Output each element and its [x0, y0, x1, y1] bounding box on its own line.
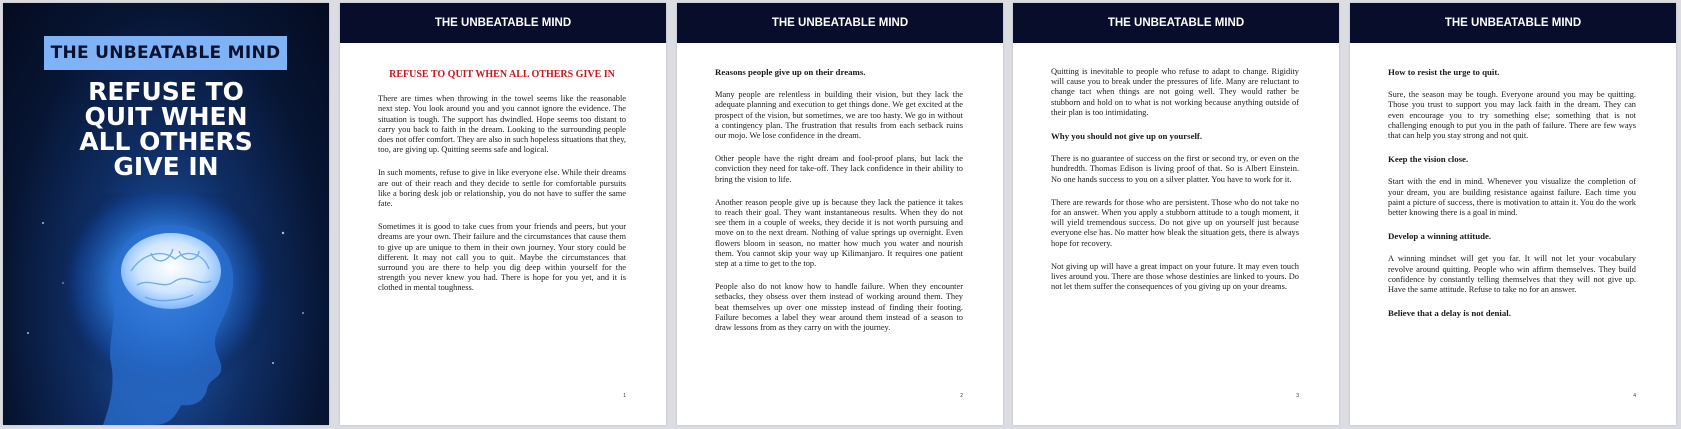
section-heading: Develop a winning attitude. — [1388, 231, 1492, 242]
paragraph: Quitting is inevitable to people who refuse to adapt to change. Rigidity will cause you to break under the pressures of life. Many are reluctant to change tact when things are not going well. They would rather be stubborn and hold on to what is not working because anything outside of their plan is too intimidating. — [1051, 67, 1299, 117]
book-page-1[interactable] — [340, 3, 666, 425]
page-number: 4 — [1633, 393, 1636, 399]
page-header: THE UNBEATABLE MIND — [677, 3, 1003, 43]
paragraph: In such moments, refuse to give in like everyone else. While their dreams are out of their reach and they decide to settle for comfortable pursuits like a boring desk job or relationship, you do not have to suffer the same fate. — [378, 168, 626, 209]
section-heading: How to resist the urge to quit. — [1388, 67, 1500, 77]
page-header: THE UNBEATABLE MIND — [340, 3, 666, 43]
book-page-4[interactable] — [1350, 3, 1676, 425]
paragraph: Many people are relentless in building their vision, but they lack the adequate planning and execution to get things done. We get excited at the prospect of the vision, but sometimes, we are too hasty. We go in without a contingency plan. The frustration that results from each setback ruins our mojo. We lose confidence in the dream. — [715, 90, 963, 141]
page-number: 1 — [623, 393, 626, 399]
cover-title-line: REFUSE TO — [88, 77, 244, 106]
cover-title-line: ALL OTHERS — [79, 127, 253, 156]
paragraph: Not giving up will have a great impact on your future. It may even touch lives around you. There are those whose destinies are linked to yours. Do not let them suffer the consequences of you giving up on your dreams. — [1051, 261, 1299, 292]
paragraph: Start with the end in mind. Whenever you visualize the completion of your dream, you are building resistance against failure. Each time you paint a picture of success, there is motivation to attain it. You do the work better knowing there is a goal in mind. — [1388, 177, 1636, 218]
paragraph: There are times when throwing in the towel seems like the reasonable next step. You look around you and you cannot ignore the evidence. The situation is tough. The support has dwindled. Hope seems too distant to carry you back to faith in the dream. Looking to the surrounding people does not offer comfort. They are also in such hopeless situations that they, too, are giving up. Quitting seems safe and logical. — [378, 94, 627, 155]
paragraph: There is no guarantee of success on the first or second try, or even on the hundredth. Thomas Edison is living proof of that. So is Albert Einstein. No one hands success to you on a silver platter. You have to work for it. — [1051, 154, 1299, 184]
paragraph: Sometimes it is good to take cues from your friends and peers, but your dreams are your own. Their failure and the circumstances that cause them to give up are unique to them in their own journey. Your story could be different. It may not call you to quit. Maybe the circumstances that surround you are there to help you dig deep within yourself for the strength you never knew you had. There is hope for you yet, and it is clothed in mental toughness. — [378, 222, 626, 293]
paragraph: Another reason people give up is because they lack the patience it takes to reach their goal. They want instantaneous results. When they do not see them in a couple of weeks, they decide it is not worth pursuing and move on to the next dream. Nothing of value springs up overnight. Even flowers bloom in season, no matter how much you water and nourish them. You cannot skip your way up Kilimanjaro. It requires one patient step at a time to get to the top. — [715, 197, 963, 269]
book-page-3[interactable] — [1013, 3, 1339, 425]
section-heading: Why you should not give up on yourself. — [1051, 131, 1203, 142]
paragraph: There are rewards for those who are persistent. Those who do not take no for an answer. When you apply a stubborn attitude to a tough moment, it will yield tremendous success. Do not give up on yourself just because everyone else has. No matter how bleak the situation gets, there is always hope for recovery. — [1051, 197, 1299, 248]
cover-title — [13, 79, 319, 179]
cover-title-line: GIVE IN — [113, 152, 219, 181]
brain-head-icon — [3, 193, 329, 425]
chapter-title: REFUSE TO QUIT WHEN ALL OTHERS GIVE IN — [389, 69, 615, 80]
cover-page[interactable] — [3, 3, 329, 425]
page-body — [1051, 67, 1299, 305]
page-body — [1388, 67, 1636, 331]
paragraph: Other people have the right dream and fool-proof plans, but lack the conviction they need for take-off. They lack confidence in their ability to bring the vision to life. — [715, 154, 963, 184]
section-heading: Reasons people give up on their dreams. — [715, 67, 866, 77]
paragraph: People also do not know how to handle failure. When they encounter setbacks, they obsess over them instead of working around them. They beat themselves up over one misstep instead of finding their footing. Failure becomes a label they wear around them instead of a season to draw lessons from as they carry on with the journey. — [715, 282, 963, 333]
paragraph: A winning mindset will get you far. It will not let your vocabulary revolve around quitting. People who win affirm themselves. They build confidence by constantly telling themselves that they will not give up. Have the same attitude. Refuse to take no for an answer. — [1388, 254, 1636, 295]
page-number: 2 — [960, 393, 963, 399]
paragraph: Sure, the season may be tough. Everyone around you may be quitting. Those you trust to support you may lack faith in the dream. They can even encourage you to try something else; something that is not challenging enough to put you in the path of failure. There are few ways that can help you stay strong and not quit. — [1388, 90, 1636, 141]
cover-title-line: QUIT WHEN — [84, 102, 248, 131]
page-header: THE UNBEATABLE MIND — [1350, 3, 1676, 43]
cover-brand-banner: THE UNBEATABLE MIND — [44, 36, 287, 70]
page-header: THE UNBEATABLE MIND — [1013, 3, 1339, 43]
page-body — [715, 67, 963, 346]
page-number: 3 — [1296, 393, 1299, 399]
section-heading: Keep the vision close. — [1388, 154, 1469, 165]
book-page-2[interactable] — [677, 3, 1003, 425]
page-body — [378, 67, 626, 307]
section-heading: Believe that a delay is not denial. — [1388, 308, 1511, 319]
